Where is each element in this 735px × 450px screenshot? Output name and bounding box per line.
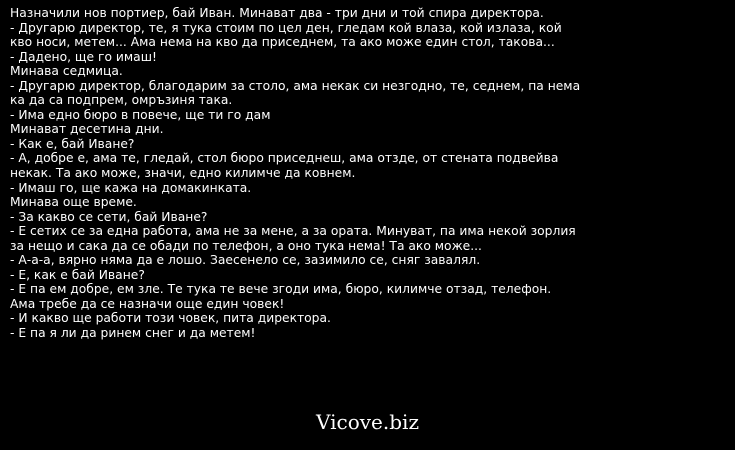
joke-line: - Е па ем добре, ем зле. Те тука те вече згоди има, бюро, килимче отзад, телефон.: [10, 282, 552, 297]
joke-line: Минава още време.: [10, 195, 137, 210]
joke-line: ка да са подпрем, омръзиня така.: [10, 93, 233, 108]
joke-line: Назначили нов портиер, бай Иван. Минават два - три дни и той спира директора.: [10, 6, 544, 20]
joke-line: - А-а-а, вярно няма да е лошо. Заесенело се, зазимило се, сняг завалял.: [10, 253, 481, 268]
joke-line: - Е, как е бай Иване?: [10, 267, 145, 282]
joke-line: - Има едно бюро в повече, ще ти го дам: [10, 107, 271, 122]
site-watermark: Vicove.biz: [316, 410, 419, 434]
joke-line: - Другарю директор, благодарим за столо, ама некак си незгодно, те, седнем, па нема: [10, 78, 581, 93]
joke-line: кво носи, метем... Ама нема на кво да приседнем, та ако може един стол, такова...: [10, 35, 555, 50]
joke-line: - За какво се сети, бай Иване?: [10, 209, 208, 224]
joke-line: некак. Та ако може, значи, едно килимче да ковнем.: [10, 166, 356, 181]
joke-line: за нещо и сака да се обади по телефон, а оно тука нема! Та ако може...: [10, 238, 482, 253]
joke-line: - Другарю директор, те, я тука стоим по цел ден, гледам кой влаза, кой излаза, кой: [10, 20, 562, 35]
joke-line: Минават десетина дни.: [10, 122, 164, 137]
joke-line: - Как е, бай Иване?: [10, 136, 135, 151]
joke-line: - И какво ще работи този човек, пита директора.: [10, 311, 331, 326]
joke-text: [10, 6, 728, 341]
joke-line: Ама требе да се назначи още един човек!: [10, 296, 285, 311]
joke-line: - Дадено, ще го имаш!: [10, 49, 157, 64]
joke-line: Минава седмица.: [10, 64, 123, 79]
joke-line: - Имаш го, ще кажа на домакинката.: [10, 180, 252, 195]
joke-line: - Е па я ли да ринем снег и да метем!: [10, 326, 256, 341]
joke-line: - Е сетих се за една работа, ама не за мене, а за ората. Минуват, па има некой зорлия: [10, 224, 576, 239]
joke-line: - А, добре е, ама те, гледай, стол бюро приседнеш, ама отзде, от стената подвейва: [10, 151, 559, 166]
